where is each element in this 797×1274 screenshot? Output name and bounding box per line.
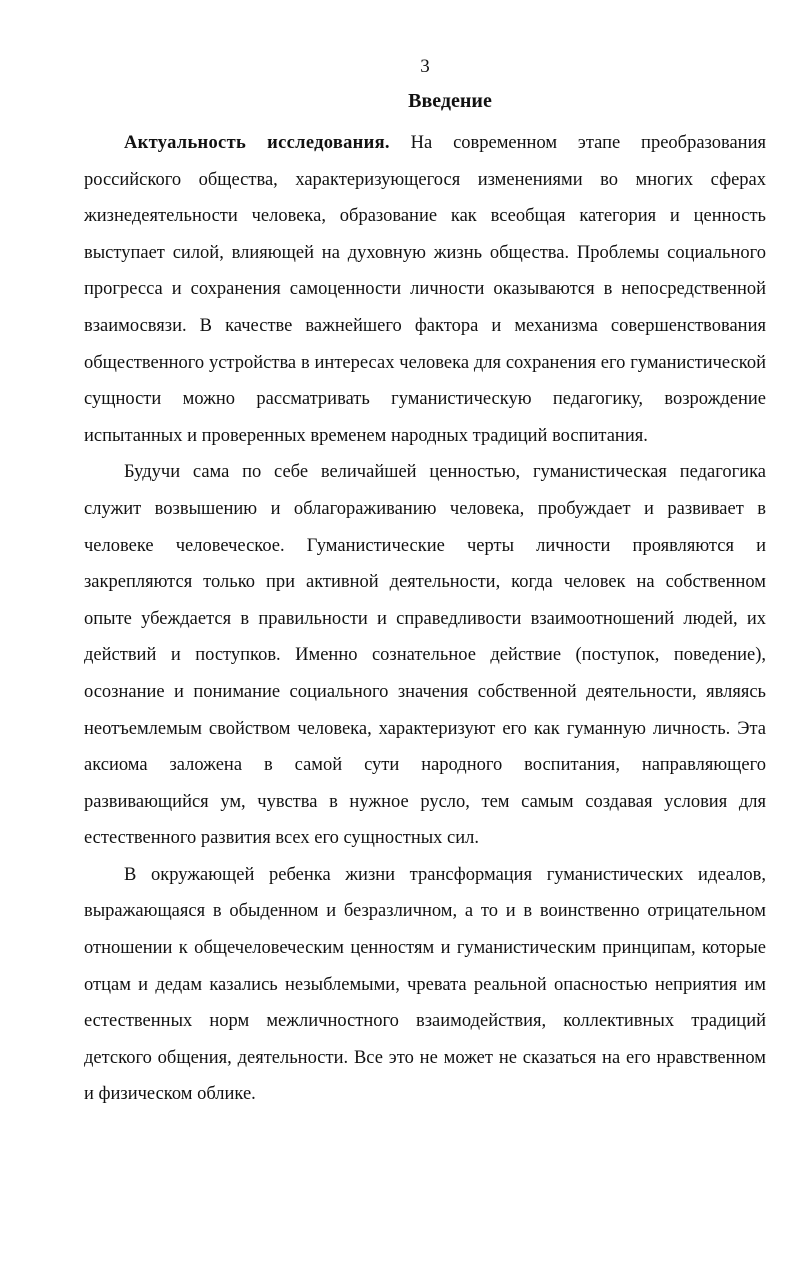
- paragraph-text: На современном этапе преобразования российского общества, характеризующегося изменениями во многих сферах жизнедеятельности человека, образование как всеобщая категория и ценность выступает силой, влияющей на духовную жизнь общества. Проблемы социального прогресса и сохранения самоценности личности оказываются в непосредственной взаимосвязи. В качестве важнейшего фактора и механизма совершенствования общественного устройства в интересах человека для сохранения его гуманистической сущности можно рассматривать гуманистическую педагогику, возрождение испытанных и проверенных временем народных традиций воспитания.: [84, 133, 766, 446]
- paragraph-relevance: [84, 125, 766, 454]
- section-heading: Введение: [408, 90, 492, 112]
- paragraph-humanistic-pedagogy: Будучи сама по себе величайшей ценностью, гуманистическая педагогика служит возвышению и облагораживанию человека, пробуждает и развивает в человеке человеческое. Гуманистические черты личности проявляются и закрепляются только при активной деятельности, когда человек на собственном опыте убеждается в правильности и справедливости взаимоотношений людей, их действий и поступков. Именно сознательное действие (поступок, поведение), осознание и понимание социального значения собственной деятельности, являясь неотъемлемым свойством человека, характеризуют его как гуманную личность. Эта аксиома заложена в самой сути народного воспитания, направляющего развивающийся ум, чувства в нужное русло, тем самым создавая условия для естественного развития всех его сущностных сил.: [84, 462, 766, 849]
- page-number: 3: [420, 56, 430, 77]
- body-text: [84, 125, 766, 1113]
- paragraph-transformation: В окружающей ребенка жизни трансформация гуманистических идеалов, выражающаяся в обыденном и безразличном, а то и в воинственно отрицательном отношении к общечеловеческим ценностям и гуманистическим принципам, которые отцам и дедам казались незыблемыми, чревата реальной опасностью неприятия им естественных норм межличностного взаимодействия, коллективных традиций детского общения, деятельности. Все это не может не сказаться на его нравственном и физическом облике.: [84, 864, 766, 1105]
- paragraph-lead: Актуальность исследования.: [124, 133, 390, 153]
